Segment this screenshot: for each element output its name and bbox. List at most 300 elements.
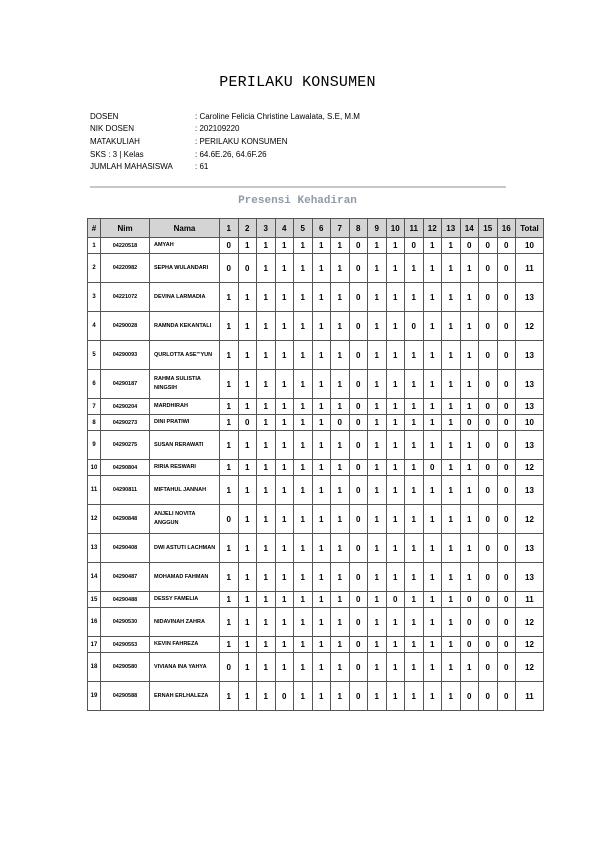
- attendance-mark: 1: [331, 341, 350, 370]
- attendance-mark: 1: [275, 637, 294, 653]
- table-row: [88, 238, 544, 254]
- attendance-mark: 1: [405, 476, 424, 505]
- attendance-mark: 1: [368, 608, 387, 637]
- attendance-mark: 1: [257, 682, 276, 711]
- attendance-total: 12: [516, 608, 544, 637]
- attendance-mark: 1: [238, 476, 257, 505]
- attendance-mark: 0: [497, 476, 516, 505]
- attendance-mark: 0: [497, 341, 516, 370]
- student-id: 04290093: [101, 341, 150, 370]
- attendance-mark: 0: [479, 592, 498, 608]
- attendance-mark: 0: [349, 254, 368, 283]
- attendance-mark: 1: [294, 341, 313, 370]
- attendance-total: 13: [516, 534, 544, 563]
- column-header: Nim: [101, 219, 150, 238]
- attendance-mark: 1: [312, 399, 331, 415]
- attendance-total: 13: [516, 476, 544, 505]
- attendance-mark: 1: [460, 460, 479, 476]
- table-row: [88, 653, 544, 682]
- attendance-mark: 1: [312, 592, 331, 608]
- column-header: 6: [312, 219, 331, 238]
- table-row: [88, 608, 544, 637]
- attendance-mark: 0: [349, 682, 368, 711]
- attendance-mark: 0: [497, 608, 516, 637]
- table-row: [88, 476, 544, 505]
- attendance-mark: 1: [423, 431, 442, 460]
- attendance-mark: 0: [238, 254, 257, 283]
- attendance-mark: 1: [368, 563, 387, 592]
- column-header: Total: [516, 219, 544, 238]
- attendance-mark: 1: [423, 415, 442, 431]
- attendance-mark: 1: [238, 370, 257, 399]
- attendance-mark: 1: [423, 399, 442, 415]
- student-name: MARDHIRAH: [150, 399, 220, 415]
- attendance-mark: 0: [497, 682, 516, 711]
- attendance-mark: 1: [220, 563, 239, 592]
- row-number: 18: [88, 653, 101, 682]
- attendance-mark: 1: [460, 505, 479, 534]
- attendance-mark: 1: [423, 312, 442, 341]
- info-label: MATAKULIAH: [90, 136, 140, 146]
- attendance-mark: 0: [238, 415, 257, 431]
- attendance-mark: 0: [386, 592, 405, 608]
- attendance-mark: 1: [368, 399, 387, 415]
- attendance-mark: 1: [257, 431, 276, 460]
- attendance-table: [87, 218, 544, 711]
- column-header: Nama: [150, 219, 220, 238]
- attendance-mark: 0: [497, 399, 516, 415]
- attendance-mark: 1: [442, 312, 461, 341]
- student-name: RIRIA RESWARI: [150, 460, 220, 476]
- attendance-mark: 1: [257, 476, 276, 505]
- attendance-mark: 1: [460, 431, 479, 460]
- attendance-mark: 0: [349, 341, 368, 370]
- attendance-mark: 1: [238, 563, 257, 592]
- attendance-total: 11: [516, 592, 544, 608]
- attendance-mark: 1: [294, 460, 313, 476]
- attendance-mark: 1: [220, 312, 239, 341]
- info-value: : PERILAKU KONSUMEN: [195, 136, 288, 146]
- student-id: 04290408: [101, 534, 150, 563]
- attendance-mark: 1: [275, 341, 294, 370]
- row-number: 16: [88, 608, 101, 637]
- attendance-mark: 1: [405, 254, 424, 283]
- attendance-mark: 1: [220, 431, 239, 460]
- attendance-mark: 1: [423, 653, 442, 682]
- attendance-mark: 1: [405, 505, 424, 534]
- attendance-mark: 1: [423, 341, 442, 370]
- divider: [90, 186, 506, 188]
- attendance-mark: 1: [460, 534, 479, 563]
- attendance-mark: 1: [386, 238, 405, 254]
- attendance-mark: 1: [257, 370, 276, 399]
- row-number: 9: [88, 431, 101, 460]
- attendance-mark: 0: [479, 608, 498, 637]
- attendance-mark: 1: [460, 254, 479, 283]
- attendance-mark: 1: [423, 637, 442, 653]
- attendance-mark: 0: [405, 238, 424, 254]
- info-label: JUMLAH MAHASISWA: [90, 162, 173, 172]
- attendance-mark: 0: [497, 283, 516, 312]
- attendance-mark: 0: [479, 505, 498, 534]
- attendance-mark: 1: [294, 399, 313, 415]
- attendance-mark: 1: [386, 399, 405, 415]
- attendance-mark: 1: [312, 370, 331, 399]
- attendance-mark: 0: [405, 312, 424, 341]
- attendance-mark: 1: [423, 682, 442, 711]
- attendance-mark: 1: [275, 312, 294, 341]
- attendance-total: 13: [516, 370, 544, 399]
- attendance-mark: 0: [479, 637, 498, 653]
- attendance-mark: 0: [479, 399, 498, 415]
- attendance-mark: 1: [331, 476, 350, 505]
- attendance-mark: 1: [405, 431, 424, 460]
- attendance-mark: 1: [368, 431, 387, 460]
- student-id: 04290530: [101, 608, 150, 637]
- attendance-mark: 0: [349, 415, 368, 431]
- student-name: MIFTAHUL JANNAH: [150, 476, 220, 505]
- attendance-total: 13: [516, 563, 544, 592]
- table-row: [88, 312, 544, 341]
- attendance-mark: 1: [405, 608, 424, 637]
- attendance-mark: 1: [405, 341, 424, 370]
- attendance-mark: 1: [257, 341, 276, 370]
- attendance-mark: 1: [405, 283, 424, 312]
- attendance-mark: 1: [312, 476, 331, 505]
- attendance-mark: 1: [442, 399, 461, 415]
- attendance-mark: 1: [386, 637, 405, 653]
- attendance-mark: 1: [294, 608, 313, 637]
- attendance-mark: 0: [497, 431, 516, 460]
- row-number: 13: [88, 534, 101, 563]
- attendance-mark: 1: [386, 312, 405, 341]
- attendance-mark: 1: [257, 592, 276, 608]
- attendance-mark: 1: [368, 460, 387, 476]
- attendance-mark: 1: [312, 505, 331, 534]
- table-row: [88, 563, 544, 592]
- attendance-mark: 1: [405, 415, 424, 431]
- student-id: 04290028: [101, 312, 150, 341]
- table-row: [88, 415, 544, 431]
- row-number: 3: [88, 283, 101, 312]
- attendance-mark: 1: [220, 415, 239, 431]
- attendance-total: 12: [516, 505, 544, 534]
- attendance-mark: 1: [257, 399, 276, 415]
- student-id: 04290811: [101, 476, 150, 505]
- attendance-mark: 1: [257, 415, 276, 431]
- attendance-mark: 1: [220, 370, 239, 399]
- attendance-mark: 1: [312, 415, 331, 431]
- attendance-mark: 1: [368, 534, 387, 563]
- student-name: QURLOTTA ASE'''YUN: [150, 341, 220, 370]
- attendance-mark: 1: [275, 608, 294, 637]
- attendance-mark: 1: [442, 563, 461, 592]
- attendance-mark: 1: [220, 637, 239, 653]
- column-header: 12: [423, 219, 442, 238]
- attendance-mark: 1: [312, 682, 331, 711]
- attendance-total: 11: [516, 254, 544, 283]
- attendance-mark: 0: [349, 283, 368, 312]
- column-header: 16: [497, 219, 516, 238]
- attendance-mark: 1: [294, 505, 313, 534]
- student-id: 04290275: [101, 431, 150, 460]
- attendance-mark: 1: [312, 563, 331, 592]
- attendance-mark: 1: [257, 653, 276, 682]
- attendance-mark: 1: [442, 637, 461, 653]
- attendance-mark: 1: [312, 653, 331, 682]
- attendance-mark: 0: [497, 254, 516, 283]
- attendance-mark: 1: [368, 592, 387, 608]
- attendance-mark: 0: [479, 460, 498, 476]
- attendance-mark: 0: [460, 608, 479, 637]
- column-header: 4: [275, 219, 294, 238]
- attendance-mark: 1: [423, 283, 442, 312]
- attendance-total: 12: [516, 637, 544, 653]
- attendance-mark: 1: [368, 637, 387, 653]
- row-number: 1: [88, 238, 101, 254]
- attendance-mark: 1: [238, 505, 257, 534]
- attendance-mark: 0: [349, 534, 368, 563]
- attendance-mark: 1: [220, 608, 239, 637]
- attendance-mark: 1: [460, 283, 479, 312]
- attendance-total: 13: [516, 341, 544, 370]
- attendance-mark: 1: [257, 312, 276, 341]
- attendance-mark: 0: [479, 563, 498, 592]
- student-id: 04220982: [101, 254, 150, 283]
- row-number: 14: [88, 563, 101, 592]
- attendance-mark: 1: [405, 592, 424, 608]
- student-name: SEPHA WULANDARI: [150, 254, 220, 283]
- attendance-mark: 1: [312, 460, 331, 476]
- info-value: : 64.6E.26, 64.6F.26: [195, 149, 267, 159]
- page-title: PERILAKU KONSUMEN: [219, 74, 376, 91]
- attendance-mark: 1: [238, 312, 257, 341]
- attendance-mark: 0: [349, 637, 368, 653]
- attendance-mark: 1: [386, 682, 405, 711]
- attendance-total: 12: [516, 653, 544, 682]
- attendance-mark: 1: [460, 476, 479, 505]
- table-row: [88, 341, 544, 370]
- attendance-mark: 1: [368, 415, 387, 431]
- column-header: 9: [368, 219, 387, 238]
- attendance-mark: 1: [238, 592, 257, 608]
- attendance-mark: 0: [479, 370, 498, 399]
- attendance-mark: 1: [294, 238, 313, 254]
- attendance-mark: 1: [275, 592, 294, 608]
- table-row: [88, 254, 544, 283]
- info-label: NIK DOSEN: [90, 124, 135, 134]
- row-number: 2: [88, 254, 101, 283]
- attendance-mark: 0: [497, 460, 516, 476]
- attendance-mark: 1: [331, 505, 350, 534]
- attendance-mark: 1: [368, 370, 387, 399]
- student-name: KEVIN FAHREZA: [150, 637, 220, 653]
- attendance-mark: 0: [349, 653, 368, 682]
- attendance-mark: 1: [238, 637, 257, 653]
- student-name: DINI PRATIWI: [150, 415, 220, 431]
- table-row: [88, 399, 544, 415]
- attendance-mark: 1: [294, 283, 313, 312]
- attendance-mark: 1: [442, 431, 461, 460]
- attendance-mark: 1: [257, 637, 276, 653]
- student-name: MOHAMAD FAHMAN: [150, 563, 220, 592]
- student-id: 04290487: [101, 563, 150, 592]
- attendance-mark: 1: [312, 431, 331, 460]
- column-header: 1: [220, 219, 239, 238]
- attendance-mark: 0: [479, 534, 498, 563]
- info-row-lecturer: [90, 110, 360, 123]
- attendance-mark: 0: [349, 399, 368, 415]
- table-row: [88, 534, 544, 563]
- attendance-mark: 1: [331, 637, 350, 653]
- attendance-mark: 0: [220, 238, 239, 254]
- student-id: 04290848: [101, 505, 150, 534]
- table-row: [88, 505, 544, 534]
- attendance-mark: 1: [386, 341, 405, 370]
- attendance-mark: 1: [423, 254, 442, 283]
- attendance-mark: 1: [442, 370, 461, 399]
- attendance-mark: 1: [312, 608, 331, 637]
- table-body: [88, 238, 544, 711]
- attendance-mark: 1: [423, 534, 442, 563]
- attendance-mark: 1: [238, 431, 257, 460]
- attendance-mark: 1: [386, 563, 405, 592]
- attendance-mark: 1: [257, 460, 276, 476]
- row-number: 8: [88, 415, 101, 431]
- student-id: 04290187: [101, 370, 150, 399]
- attendance-mark: 1: [275, 399, 294, 415]
- attendance-mark: 1: [294, 682, 313, 711]
- attendance-mark: 1: [405, 653, 424, 682]
- attendance-mark: 1: [220, 460, 239, 476]
- attendance-mark: 1: [331, 254, 350, 283]
- info-label: DOSEN: [90, 111, 119, 121]
- attendance-mark: 1: [368, 254, 387, 283]
- attendance-mark: 1: [312, 254, 331, 283]
- attendance-mark: 1: [220, 476, 239, 505]
- attendance-mark: 1: [238, 460, 257, 476]
- attendance-mark: 1: [331, 312, 350, 341]
- attendance-mark: 0: [331, 415, 350, 431]
- attendance-mark: 0: [497, 637, 516, 653]
- attendance-total: 11: [516, 682, 544, 711]
- attendance-mark: 1: [423, 505, 442, 534]
- attendance-mark: 1: [442, 460, 461, 476]
- row-number: 7: [88, 399, 101, 415]
- attendance-total: 13: [516, 431, 544, 460]
- student-id: 04290553: [101, 637, 150, 653]
- attendance-mark: 1: [220, 399, 239, 415]
- attendance-mark: 0: [220, 505, 239, 534]
- student-id: 04290204: [101, 399, 150, 415]
- attendance-mark: 1: [460, 399, 479, 415]
- attendance-mark: 1: [405, 399, 424, 415]
- attendance-mark: 0: [460, 682, 479, 711]
- student-id: 04220518: [101, 238, 150, 254]
- student-name: ANJELI NOVITA ANGGUN: [150, 505, 220, 534]
- attendance-mark: 1: [386, 505, 405, 534]
- attendance-mark: 1: [275, 460, 294, 476]
- attendance-mark: 1: [368, 283, 387, 312]
- student-name: DESSY FAMELIA: [150, 592, 220, 608]
- attendance-mark: 1: [442, 653, 461, 682]
- attendance-mark: 1: [368, 682, 387, 711]
- attendance-mark: 1: [275, 563, 294, 592]
- attendance-mark: 1: [423, 476, 442, 505]
- attendance-mark: 1: [423, 608, 442, 637]
- attendance-mark: 1: [275, 254, 294, 283]
- attendance-mark: 1: [257, 608, 276, 637]
- attendance-mark: 1: [331, 431, 350, 460]
- attendance-mark: 0: [479, 415, 498, 431]
- attendance-mark: 0: [497, 312, 516, 341]
- column-header: 5: [294, 219, 313, 238]
- row-number: 12: [88, 505, 101, 534]
- attendance-mark: 1: [294, 370, 313, 399]
- attendance-mark: 1: [442, 534, 461, 563]
- attendance-mark: 1: [442, 682, 461, 711]
- attendance-mark: 1: [442, 254, 461, 283]
- column-header: 11: [405, 219, 424, 238]
- table-row: [88, 283, 544, 312]
- table-row: [88, 682, 544, 711]
- attendance-mark: 0: [460, 592, 479, 608]
- attendance-mark: 1: [331, 682, 350, 711]
- attendance-mark: 1: [386, 653, 405, 682]
- attendance-mark: 1: [294, 563, 313, 592]
- attendance-mark: 0: [497, 592, 516, 608]
- info-value: : 61: [195, 162, 209, 172]
- attendance-mark: 1: [423, 563, 442, 592]
- attendance-mark: 1: [331, 283, 350, 312]
- table-header-row: [88, 219, 544, 238]
- attendance-mark: 0: [479, 238, 498, 254]
- attendance-mark: 0: [460, 238, 479, 254]
- attendance-mark: 1: [460, 341, 479, 370]
- attendance-mark: 1: [275, 476, 294, 505]
- attendance-mark: 1: [460, 653, 479, 682]
- attendance-mark: 1: [294, 254, 313, 283]
- attendance-mark: 0: [460, 637, 479, 653]
- attendance-mark: 0: [220, 653, 239, 682]
- attendance-mark: 0: [479, 283, 498, 312]
- table-row: [88, 637, 544, 653]
- attendance-mark: 1: [312, 238, 331, 254]
- attendance-mark: 1: [257, 238, 276, 254]
- row-number: 5: [88, 341, 101, 370]
- attendance-mark: 1: [368, 505, 387, 534]
- attendance-mark: 0: [349, 370, 368, 399]
- attendance-mark: 1: [220, 592, 239, 608]
- attendance-mark: 1: [312, 637, 331, 653]
- attendance-mark: 1: [368, 653, 387, 682]
- table-row: [88, 460, 544, 476]
- info-label: SKS : 3 | Kelas: [90, 149, 144, 159]
- attendance-mark: 1: [442, 608, 461, 637]
- attendance-mark: 1: [294, 637, 313, 653]
- info-value: : 202109220: [195, 124, 240, 134]
- attendance-mark: 1: [294, 415, 313, 431]
- student-name: SUSAN RERAWATI: [150, 431, 220, 460]
- row-number: 15: [88, 592, 101, 608]
- column-header: 7: [331, 219, 350, 238]
- column-header: 3: [257, 219, 276, 238]
- student-name: ERNAH ERLHALEZA: [150, 682, 220, 711]
- attendance-mark: 1: [238, 341, 257, 370]
- student-id: 04290588: [101, 682, 150, 711]
- attendance-mark: 1: [275, 370, 294, 399]
- column-header: 14: [460, 219, 479, 238]
